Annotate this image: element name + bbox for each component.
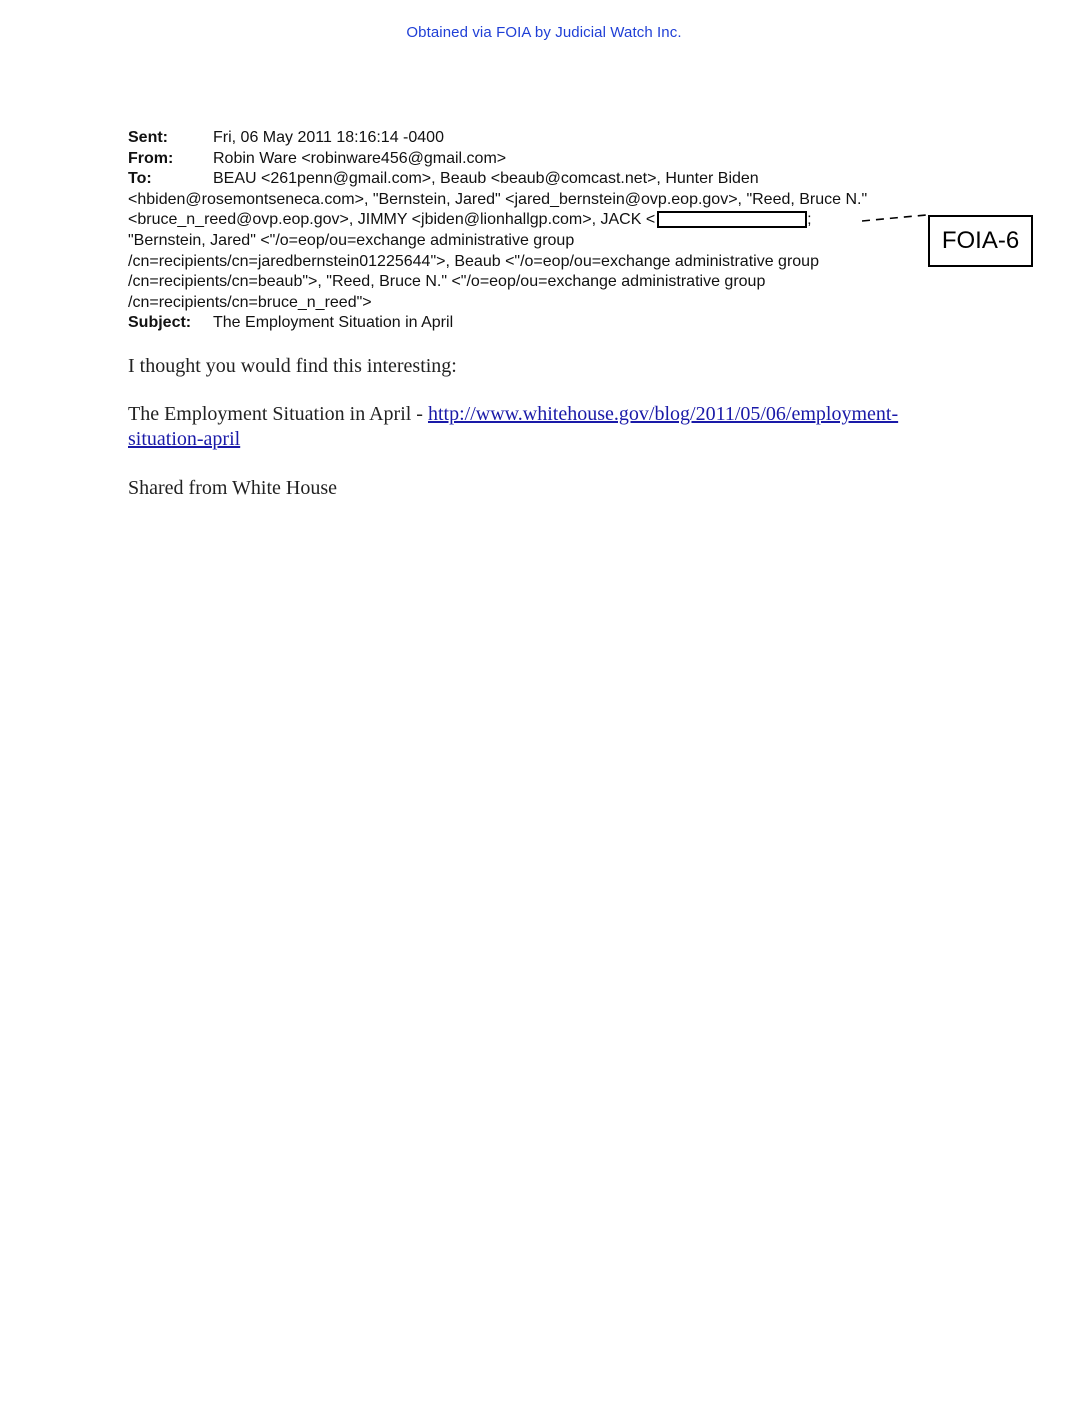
from-row xyxy=(128,149,958,170)
body-intro: I thought you would find this interesting: xyxy=(128,355,457,377)
to-line-4: "Bernstein, Jared" <"/o=eop/ou=exchange administrative group xyxy=(128,231,575,249)
email-header xyxy=(128,128,958,334)
sent-label: Sent: xyxy=(128,129,168,146)
to-value xyxy=(213,169,958,190)
from-value: Robin Ware <robinware456@gmail.com> xyxy=(213,149,507,167)
subject-value: The Employment Situation in April xyxy=(213,314,454,332)
to-row xyxy=(128,169,958,190)
article-title: The Employment Situation in April - xyxy=(128,403,428,425)
to-line-3 xyxy=(128,210,958,231)
sent-value: Fri, 06 May 2011 18:16:14 -0400 xyxy=(213,129,444,146)
article-link[interactable]: http://www.whitehouse.gov/blog/2011/05/06/employment- situation-april xyxy=(128,403,899,450)
body-article xyxy=(128,402,968,452)
to-line-2: <hbiden@rosemontseneca.com>, "Bernstein, Jared" <jared_bernstein@ovp.eop.gov>, "Reed, Bruce N." xyxy=(128,190,868,208)
foia-exemption-label: FOIA-6 xyxy=(928,215,1033,267)
foia-watermark: Obtained via FOIA by Judicial Watch Inc. xyxy=(406,24,682,41)
subject-row xyxy=(128,313,958,334)
from-label: From: xyxy=(128,149,174,167)
sent-row xyxy=(128,128,958,149)
to-line-3-text: <bruce_n_reed@ovp.eop.gov>, JIMMY <jbiden@lionhallgp.com>, JACK < xyxy=(128,211,656,229)
subject-label: Subject: xyxy=(128,314,192,332)
to-continuation xyxy=(128,190,958,314)
to-line-7: /cn=recipients/cn=bruce_n_reed"> xyxy=(128,293,372,311)
redaction-box xyxy=(657,211,807,228)
redaction-leader-line xyxy=(862,214,928,222)
to-label: To: xyxy=(128,170,152,188)
to-line-6: /cn=recipients/cn=beaub">, "Reed, Bruce N." <"/o=eop/ou=exchange administrative group xyxy=(128,273,766,291)
body-shared: Shared from White House xyxy=(128,477,338,499)
to-line-5: /cn=recipients/cn=jaredbernstein01225644">, Beaub <"/o=eop/ou=exchange administrative group xyxy=(128,252,819,270)
to-line-1: BEAU <261penn@gmail.com>, Beaub <beaub@comcast.net>, Hunter Biden xyxy=(213,170,759,188)
after-redaction-text: ; xyxy=(807,211,812,229)
